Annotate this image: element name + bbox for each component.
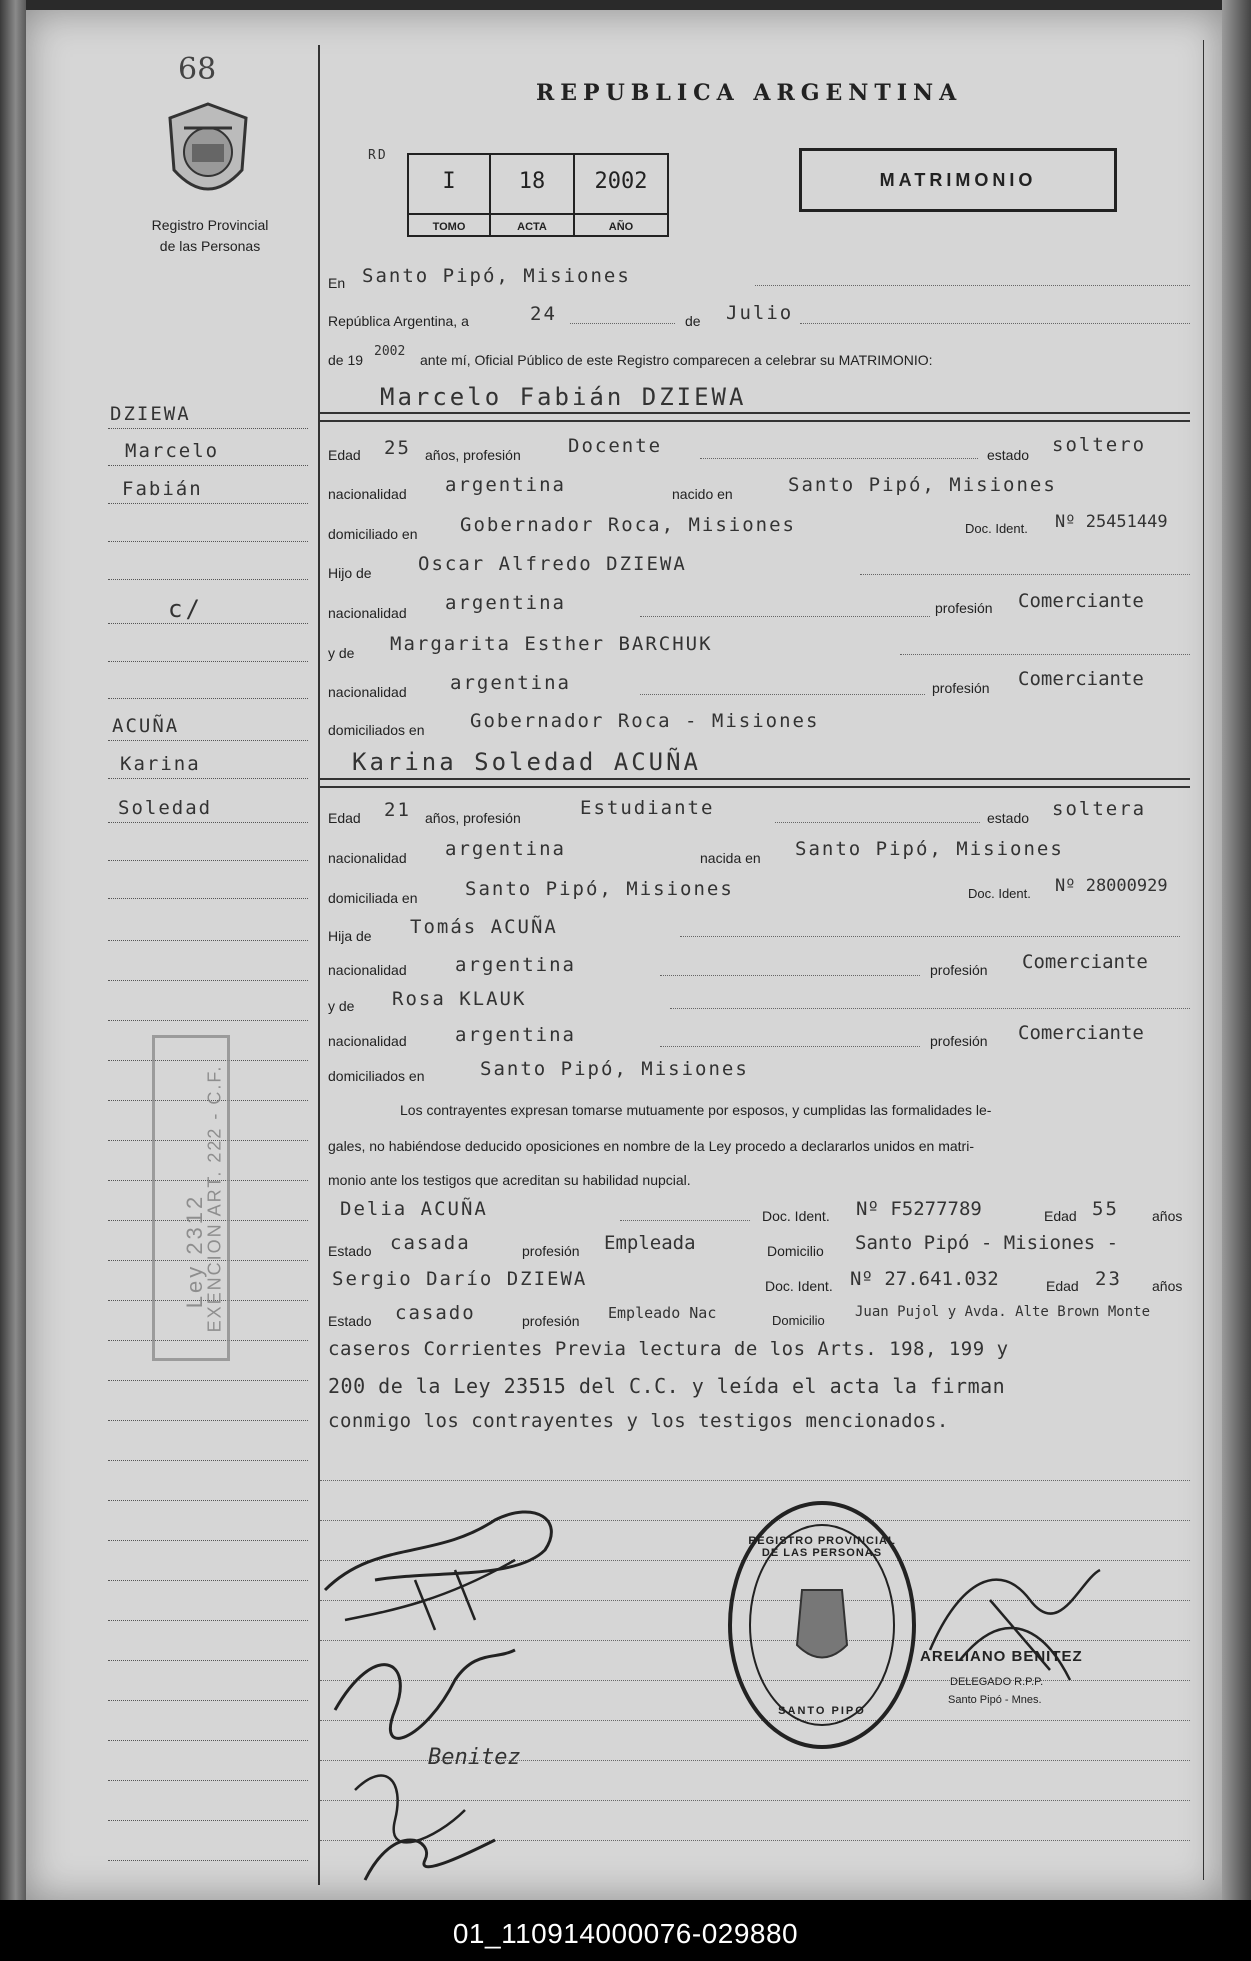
acta-value: 18 [518,169,546,194]
witness2-name: Sergio Darío DZIEWA [332,1268,588,1290]
witness1-prof-label: profesión [522,1243,580,1259]
intro-de19-label: de 19 [328,352,364,368]
margin-bride-second: Soledad [118,797,213,819]
exemption-stamp [152,1035,230,1361]
groom-profession: Docente [568,435,663,457]
groom-nationality: argentina [445,474,566,496]
groom-yde-label: y de [328,645,355,661]
witness2-doc-label: Doc. Ident. [765,1278,833,1294]
groom-mother-prof: Comerciante [1018,668,1144,690]
exemption-stamp-line2: EXENCION ART. 222 - C.F. [204,1064,225,1333]
bride-mother-prof: Comerciante [1018,1022,1144,1044]
groom-anos-prof-label: años, profesión [425,447,521,463]
groom-father: Oscar Alfredo DZIEWA [418,553,687,575]
body-line1: Los contrayentes expresan tomarse mutuamente por esposos, y cumplidas las formalidades le- [400,1102,992,1118]
ano-label: AÑO [608,221,634,233]
groom-father-nat-label: nacionalidad [328,605,407,621]
official-title: DELEGADO R.P.P. [950,1676,1044,1688]
bride-doc-label: Doc. Ident. [968,886,1031,901]
groom-mother-nat-label: nacionalidad [328,684,407,700]
bride-mother-prof-label: profesión [930,1033,988,1049]
page-edge [1222,0,1251,1961]
closing-line2: 200 de la Ley 23515 del C.C. y leída el acta la firman [328,1374,1006,1398]
groom-estado: soltero [1052,434,1147,456]
witness2-edad-label: Edad [1046,1278,1079,1294]
groom-father-nat: argentina [445,592,566,614]
act-type-box: MATRIMONIO [799,148,1117,212]
groom-parents-dom: Gobernador Roca - Misiones [470,710,820,732]
witness1-edad-label: Edad [1044,1208,1077,1224]
witness1-domicile: Santo Pipó - Misiones - [855,1232,1119,1254]
rd-mark: RD [368,148,388,163]
witness2-dom-label: Domicilio [772,1313,825,1328]
bride-father: Tomás ACUÑA [410,916,558,938]
bride-hija-label: Hija de [328,928,372,944]
intro-day: 24 [530,303,557,325]
groom-nacido-label: nacido en [672,486,733,502]
intro-republica-label: República Argentina, a [328,313,469,329]
witness2-profession: Empleado Nac [608,1304,717,1322]
groom-hijo-label: Hijo de [328,565,372,581]
witness2-estado-label: Estado [328,1313,372,1329]
page-number: 68 [178,52,217,87]
witness2-anos-label: años [1152,1278,1183,1294]
exemption-stamp-line1: Ley 2312 [182,1193,207,1309]
margin-groom-second: Fabián [122,478,203,500]
groom-domicile: Gobernador Roca, Misiones [460,514,796,536]
body-line2: gales, no habiéndose deducido oposiciones en nombre de la Ley procedo a declararlos unidos en matri- [328,1138,974,1154]
body-line3: monio ante los testigos que acreditan su habilidad nupcial. [328,1172,691,1188]
groom-mother-nat: argentina [450,672,571,694]
country-title: REPUBLICA ARGENTINA [536,80,963,106]
bride-nationality: argentina [445,838,566,860]
bride-father-prof: Comerciante [1022,951,1148,973]
book-binding [0,0,26,1961]
witness2-estado: casado [395,1302,476,1324]
registry-name-line2: de las Personas [159,238,261,254]
margin-conj: c/ [168,595,203,623]
witness1-age: 55 [1092,1198,1119,1220]
acta-label: ACTA [517,221,547,233]
bride-father-prof-label: profesión [930,962,988,978]
bride-estado: soltera [1052,798,1147,820]
official-place: Santo Pipó - Mnes. [948,1694,1042,1706]
groom-parents-dom-label: domiciliados en [328,722,425,738]
groom-doc-label: Doc. Ident. [965,521,1028,536]
bride-nacida-label: nacida en [700,850,761,866]
witness1-dom-label: Domicilio [767,1243,824,1259]
witness2-doc: Nº 27.641.032 [850,1268,999,1290]
groom-edad-label: Edad [328,447,361,463]
signatures [315,1460,635,1895]
groom-father-prof-label: profesión [935,600,993,616]
witness1-doc-label: Doc. Ident. [762,1208,830,1224]
margin-bride-first: Karina [120,753,201,775]
intro-de-label: de [685,313,701,329]
bride-father-nat-label: nacionalidad [328,962,407,978]
tomo-value: I [442,169,456,194]
bride-full-name: Karina Soledad ACUÑA [352,748,701,776]
witness1-anos-label: años [1152,1208,1183,1224]
witness2-age: 23 [1095,1268,1122,1290]
bride-age: 21 [384,799,411,821]
bride-domicile: Santo Pipó, Misiones [465,878,734,900]
seal-ring-text: REGISTRO PROVINCIAL DE LAS PERSONAS [748,1535,896,1559]
bride-dom-label: domiciliada en [328,890,418,906]
official-name: ARELIANO BENITEZ [920,1648,1083,1665]
intro-text: ante mí, Oficial Público de este Registro comparecen a celebrar su MATRIMONIO: [420,352,933,368]
margin-bride-surname: ACUÑA [112,715,180,737]
bride-mother: Rosa KLAUK [392,988,527,1010]
ano-value: 2002 [594,169,648,194]
witness2-domicile: Juan Pujol y Avda. Alte Brown Monte [855,1304,1151,1320]
bride-edad-label: Edad [328,810,361,826]
witness2-prof-label: profesión [522,1313,580,1329]
closing-line1: caseros Corrientes Previa lectura de los Arts. 198, 199 y [328,1338,1009,1360]
footer-id: 01_110914000076-029880 [452,1918,799,1949]
margin-groom-first: Marcelo [125,440,220,462]
tomo-label: TOMO [432,221,466,233]
bride-mother-nat: argentina [455,1024,576,1046]
groom-dom-label: domiciliado en [328,526,418,542]
bride-doc: Nº 28000929 [1055,876,1168,896]
right-margin-line [1203,40,1204,1880]
witness1-name: Delia ACUÑA [340,1198,488,1220]
intro-month: Julio [726,302,794,324]
groom-estado-label: estado [987,447,1030,463]
bride-profession: Estudiante [580,797,715,819]
witness1-estado-label: Estado [328,1243,372,1259]
groom-birthplace: Santo Pipó, Misiones [788,474,1057,496]
official-seal [722,1495,922,1760]
margin-groom-surname: DZIEWA [110,403,191,425]
intro-year: 2002 [374,344,406,359]
bride-parents-dom-label: domiciliados en [328,1068,425,1084]
seal-bottom-text: SANTO PIPO [778,1705,866,1717]
bride-anos-prof-label: años, profesión [425,810,521,826]
witness1-profession: Empleada [604,1232,696,1254]
registry-crest [166,100,250,215]
groom-mother: Margarita Esther BARCHUK [390,633,713,655]
witness1-doc: Nº F5277789 [856,1198,982,1220]
intro-place: Santo Pipó, Misiones [362,265,631,287]
closing-line3: conmigo los contrayentes y los testigos mencionados. [328,1410,949,1432]
bride-father-nat: argentina [455,954,576,976]
bride-nac-label: nacionalidad [328,850,407,866]
bride-estado-label: estado [987,810,1030,826]
bride-mother-nat-label: nacionalidad [328,1033,407,1049]
bride-yde-label: y de [328,998,355,1014]
groom-doc: Nº 25451449 [1055,512,1168,532]
groom-father-prof: Comerciante [1018,590,1144,612]
bride-birthplace: Santo Pipó, Misiones [795,838,1064,860]
signature-name: Benitez [428,1745,521,1770]
groom-nac-label: nacionalidad [328,486,407,502]
bride-parents-dom: Santo Pipó, Misiones [480,1058,749,1080]
intro-en-label: En [328,275,346,291]
registry-name-line1: Registro Provincial [151,217,269,233]
witness1-estado: casada [390,1232,471,1254]
act-number-table [407,153,669,237]
groom-age: 25 [384,437,411,459]
groom-full-name: Marcelo Fabián DZIEWA [380,383,747,411]
groom-mother-prof-label: profesión [932,680,990,696]
